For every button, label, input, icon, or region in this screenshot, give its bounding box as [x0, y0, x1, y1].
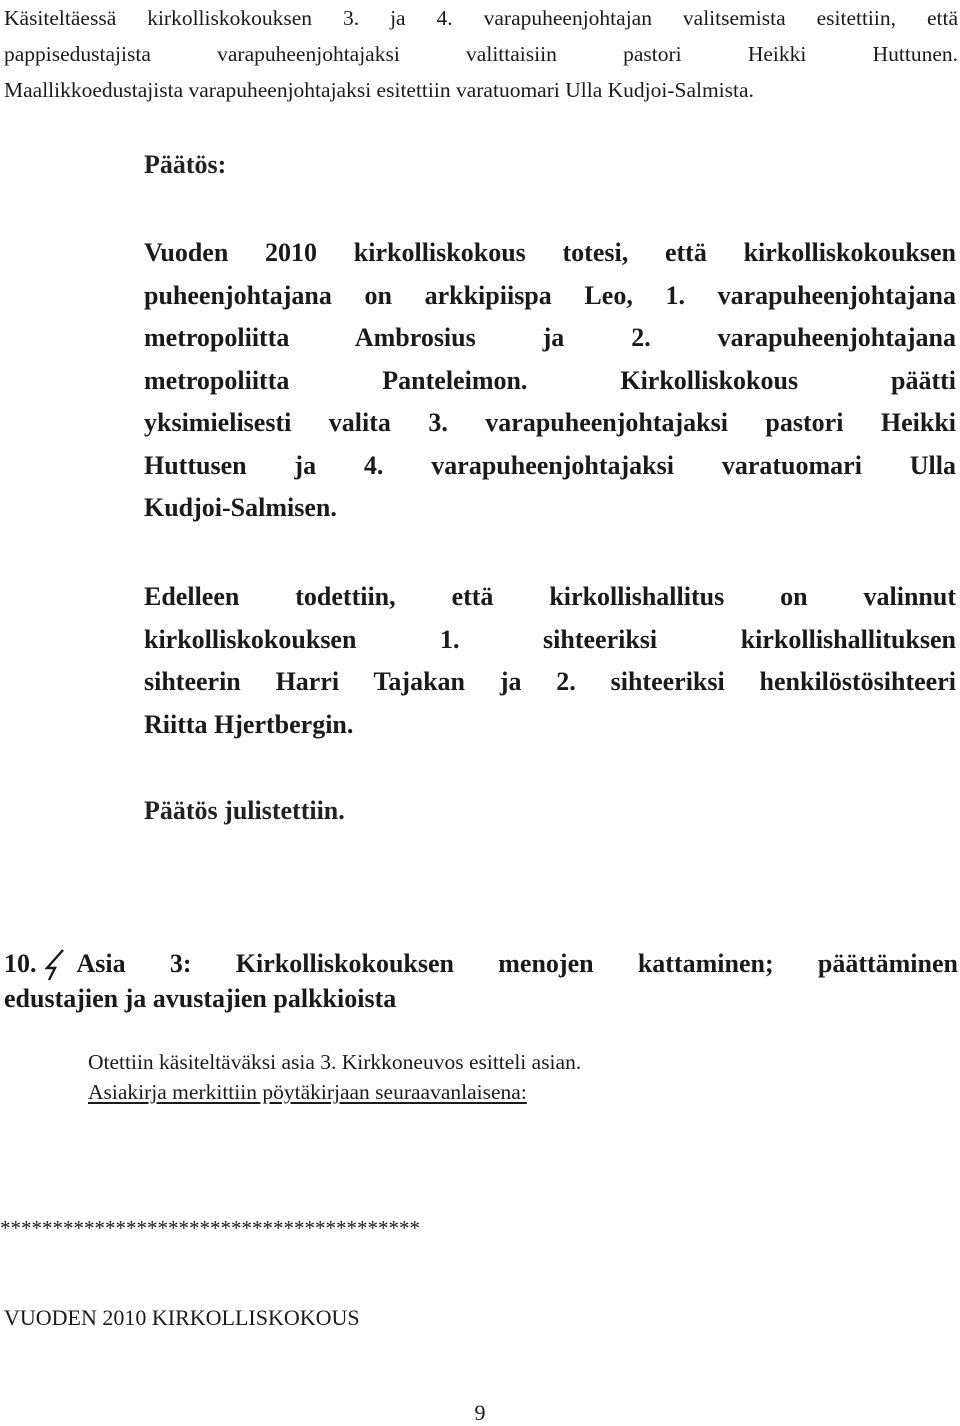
- decision-line: puheenjohtajana on arkkipiispa Leo, 1. varapuheenjohtajana: [144, 280, 956, 310]
- decision-line: metropoliitta Ambrosius ja 2. varapuheenjohtajana: [144, 323, 956, 352]
- decision-line: Vuoden 2010 kirkolliskokous totesi, että kirkolliskokouksen: [144, 238, 956, 267]
- decision-paragraph: [144, 232, 956, 530]
- decision-line: Kudjoi-Salmisen.: [144, 493, 337, 522]
- agenda-item-text-line: Otettiin käsiteltäväksi asia 3. Kirkkoneuvos esitteli asian.: [88, 1050, 582, 1074]
- separator-stars: ****************************************: [0, 1216, 420, 1240]
- intro-line: Maallikkoedustajista varapuheenjohtajaksi esitettiin varatuomari Ulla Kudjoi-Salmista.: [4, 78, 754, 102]
- decision-line: metropoliitta Panteleimon. Kirkolliskokous päätti: [144, 365, 956, 395]
- footer-title: VUODEN 2010 KIRKOLLISKOKOUS: [4, 1305, 360, 1330]
- decision-proclaimed: Päätös julistettiin.: [144, 796, 345, 825]
- agenda-item-title: Asia 3: Kirkolliskokouksen menojen kattaminen; päättäminen: [76, 949, 958, 978]
- secretaries-line: sihteerin Harri Tajakan ja 2. sihteeriksi henkilöstösihteeri: [144, 667, 956, 696]
- secretaries-line: Edelleen todettiin, että kirkollishallitus on valinnut: [144, 582, 956, 611]
- secretaries-line: kirkolliskokouksen 1. sihteeriksi kirkollishallituksen: [144, 624, 956, 654]
- agenda-item-line: [4, 946, 958, 982]
- agenda-item-heading: [4, 946, 958, 1016]
- agenda-item-title-continued: edustajien ja avustajien palkkioista: [4, 984, 397, 1013]
- decision-line: yksimielisesti valita 3. varapuheenjohtajaksi pastori Heikki: [144, 408, 956, 437]
- secretaries-line: Riitta Hjertbergin.: [144, 709, 354, 739]
- decision-heading: Päätös:: [144, 150, 227, 179]
- page-number: 9: [474, 1400, 486, 1425]
- decision-line: Huttusen ja 4. varapuheenjohtajaksi varatuomari Ulla: [144, 450, 956, 480]
- secretaries-paragraph: [144, 576, 956, 746]
- intro-line: Käsiteltäessä kirkolliskokouksen 3. ja 4. varapuheenjohtajan valitsemista esitettiin, että: [4, 6, 958, 30]
- section-mark-icon: [41, 946, 73, 982]
- agenda-item-text: [88, 1047, 581, 1107]
- intro-paragraph: [4, 0, 958, 108]
- agenda-item-number: 10.: [4, 949, 37, 978]
- intro-line: pappisedustajista varapuheenjohtajaksi valittaisiin pastori Heikki Huttunen.: [4, 42, 958, 66]
- agenda-item-text-line: Asiakirja merkittiin pöytäkirjaan seuraavanlaisena:: [88, 1080, 527, 1104]
